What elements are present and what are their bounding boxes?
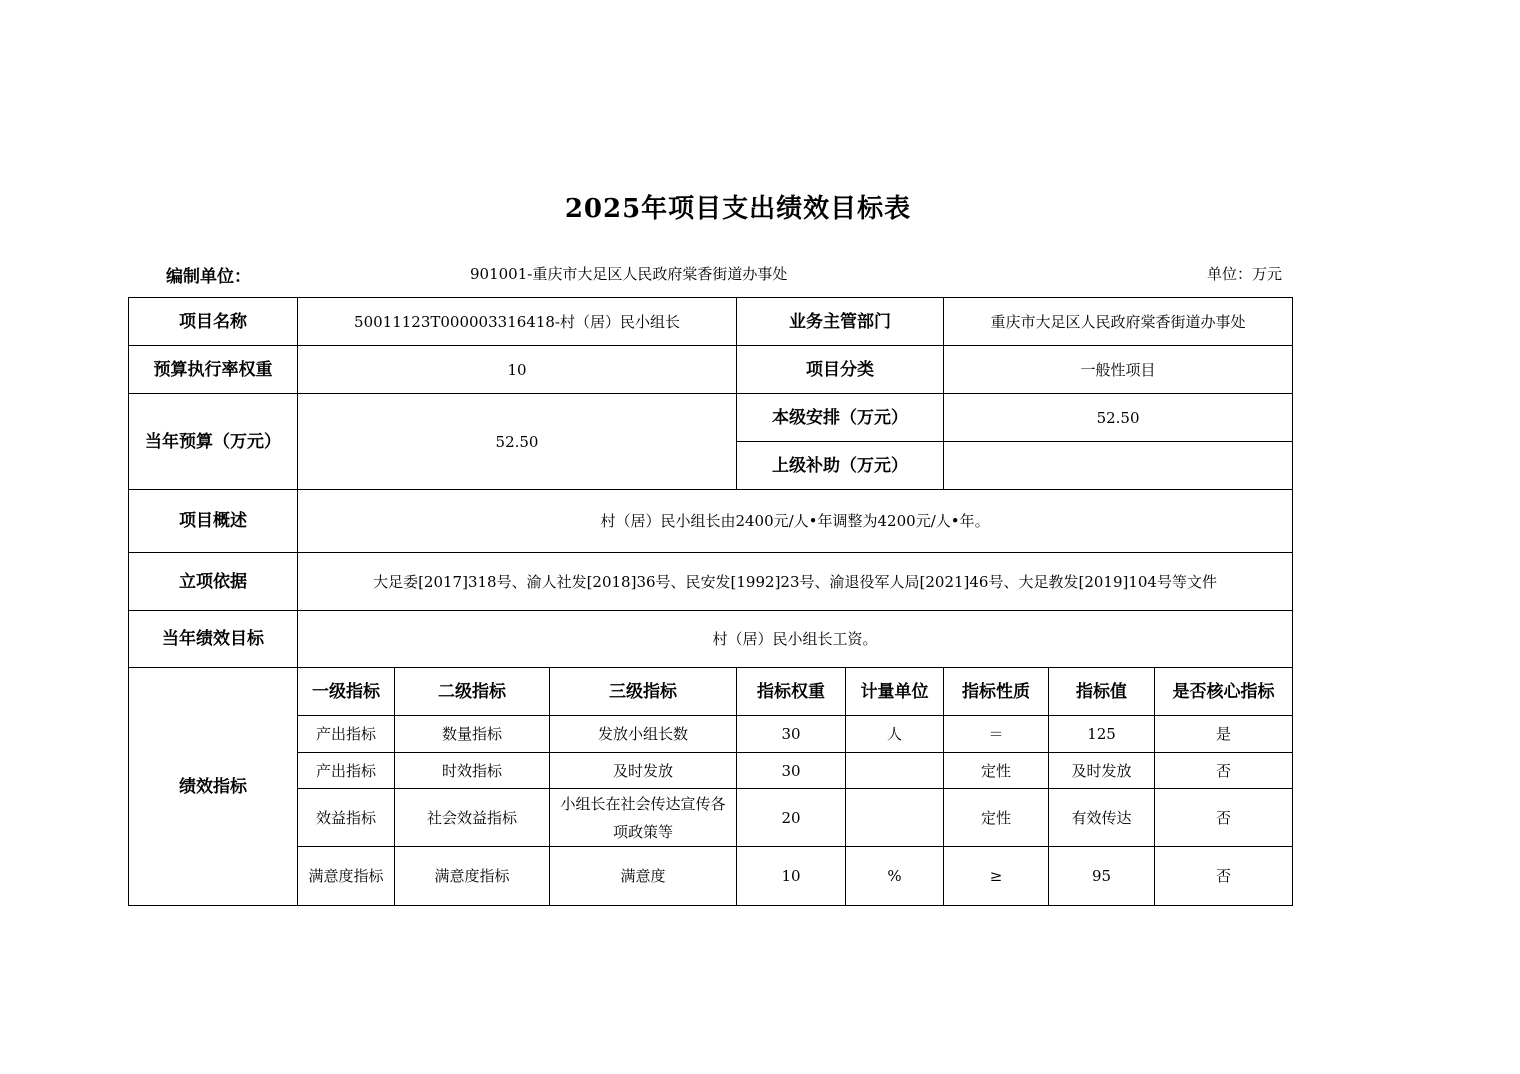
column-header: 三级指标 <box>550 668 737 716</box>
basis-value: 大足委[2017]318号、渝人社发[2018]36号、民安发[1992]23号、渝退役军人局[2021]46号、大足教发[2019]104号等文件 <box>298 553 1293 611</box>
goal-label: 当年绩效目标 <box>129 611 298 668</box>
table-cell: 小组长在社会传达宣传各项政策等 <box>550 789 737 847</box>
table-cell: 数量指标 <box>395 716 550 753</box>
org-value: 901001-重庆市大足区人民政府棠香街道办事处 <box>470 265 788 283</box>
category-label: 项目分类 <box>737 346 944 394</box>
category-value: 一般性项目 <box>944 346 1293 394</box>
table-cell: 20 <box>737 789 846 847</box>
table-cell: 定性 <box>944 753 1049 789</box>
project-name-label: 项目名称 <box>129 298 298 346</box>
row-project-name <box>129 298 1293 346</box>
column-header: 指标权重 <box>737 668 846 716</box>
table-cell: % <box>846 847 944 906</box>
overview-label: 项目概述 <box>129 490 298 553</box>
table-cell: 及时发放 <box>1049 753 1155 789</box>
basis-label: 立项依据 <box>129 553 298 611</box>
table-cell: 否 <box>1155 753 1293 789</box>
weight-value: 10 <box>298 346 737 394</box>
weight-label: 预算执行率权重 <box>129 346 298 394</box>
table-cell: 否 <box>1155 847 1293 906</box>
goal-value: 村（居）民小组长工资。 <box>298 611 1293 668</box>
column-header: 指标性质 <box>944 668 1049 716</box>
meta-row <box>128 262 1292 286</box>
table-row <box>129 847 1293 906</box>
overview-value: 村（居）民小组长由2400元/人•年调整为4200元/人•年。 <box>298 490 1293 553</box>
table-cell: 效益指标 <box>298 789 395 847</box>
table-cell <box>846 789 944 847</box>
table-cell: 30 <box>737 716 846 753</box>
row-budget <box>129 394 1293 442</box>
table-row <box>129 753 1293 789</box>
indicator-header-row <box>129 668 1293 716</box>
row-basis <box>129 553 1293 611</box>
local-value: 52.50 <box>944 394 1293 442</box>
budget-value: 52.50 <box>298 394 737 490</box>
table-row <box>129 716 1293 753</box>
row-overview <box>129 490 1293 553</box>
table-cell: 产出指标 <box>298 716 395 753</box>
table-cell: ＝ <box>944 716 1049 753</box>
table-cell <box>846 753 944 789</box>
column-header: 二级指标 <box>395 668 550 716</box>
row-weight <box>129 346 1293 394</box>
column-header: 指标值 <box>1049 668 1155 716</box>
local-label: 本级安排（万元） <box>737 394 944 442</box>
indicators-section-label: 绩效指标 <box>129 668 298 906</box>
dept-label: 业务主管部门 <box>737 298 944 346</box>
unit-label: 单位：万元 <box>1206 265 1282 283</box>
table-cell: 30 <box>737 753 846 789</box>
table-row <box>129 789 1293 847</box>
table-cell: 产出指标 <box>298 753 395 789</box>
table-cell: 时效指标 <box>395 753 550 789</box>
table-cell: 发放小组长数 <box>550 716 737 753</box>
table-cell: 人 <box>846 716 944 753</box>
project-name-value: 50011123T000003316418-村（居）民小组长 <box>298 298 737 346</box>
table-cell: 满意度指标 <box>298 847 395 906</box>
table-cell: 满意度指标 <box>395 847 550 906</box>
column-header: 一级指标 <box>298 668 395 716</box>
table-cell: 95 <box>1049 847 1155 906</box>
table-cell: 满意度 <box>550 847 737 906</box>
table-cell: 社会效益指标 <box>395 789 550 847</box>
upper-value <box>944 442 1293 490</box>
table-cell: 及时发放 <box>550 753 737 789</box>
column-header: 计量单位 <box>846 668 944 716</box>
table-cell: 125 <box>1049 716 1155 753</box>
upper-label: 上级补助（万元） <box>737 442 944 490</box>
table-cell: 否 <box>1155 789 1293 847</box>
performance-table <box>128 297 1293 906</box>
table-cell: 是 <box>1155 716 1293 753</box>
org-label: 编制单位： <box>166 267 251 287</box>
table-cell: ≥ <box>944 847 1049 906</box>
table-cell: 有效传达 <box>1049 789 1155 847</box>
dept-value: 重庆市大足区人民政府棠香街道办事处 <box>944 298 1293 346</box>
page-title: 2025年项目支出绩效目标表 <box>564 194 912 224</box>
table-cell: 定性 <box>944 789 1049 847</box>
column-header: 是否核心指标 <box>1155 668 1293 716</box>
budget-label: 当年预算（万元） <box>129 394 298 490</box>
row-goal <box>129 611 1293 668</box>
table-cell: 10 <box>737 847 846 906</box>
